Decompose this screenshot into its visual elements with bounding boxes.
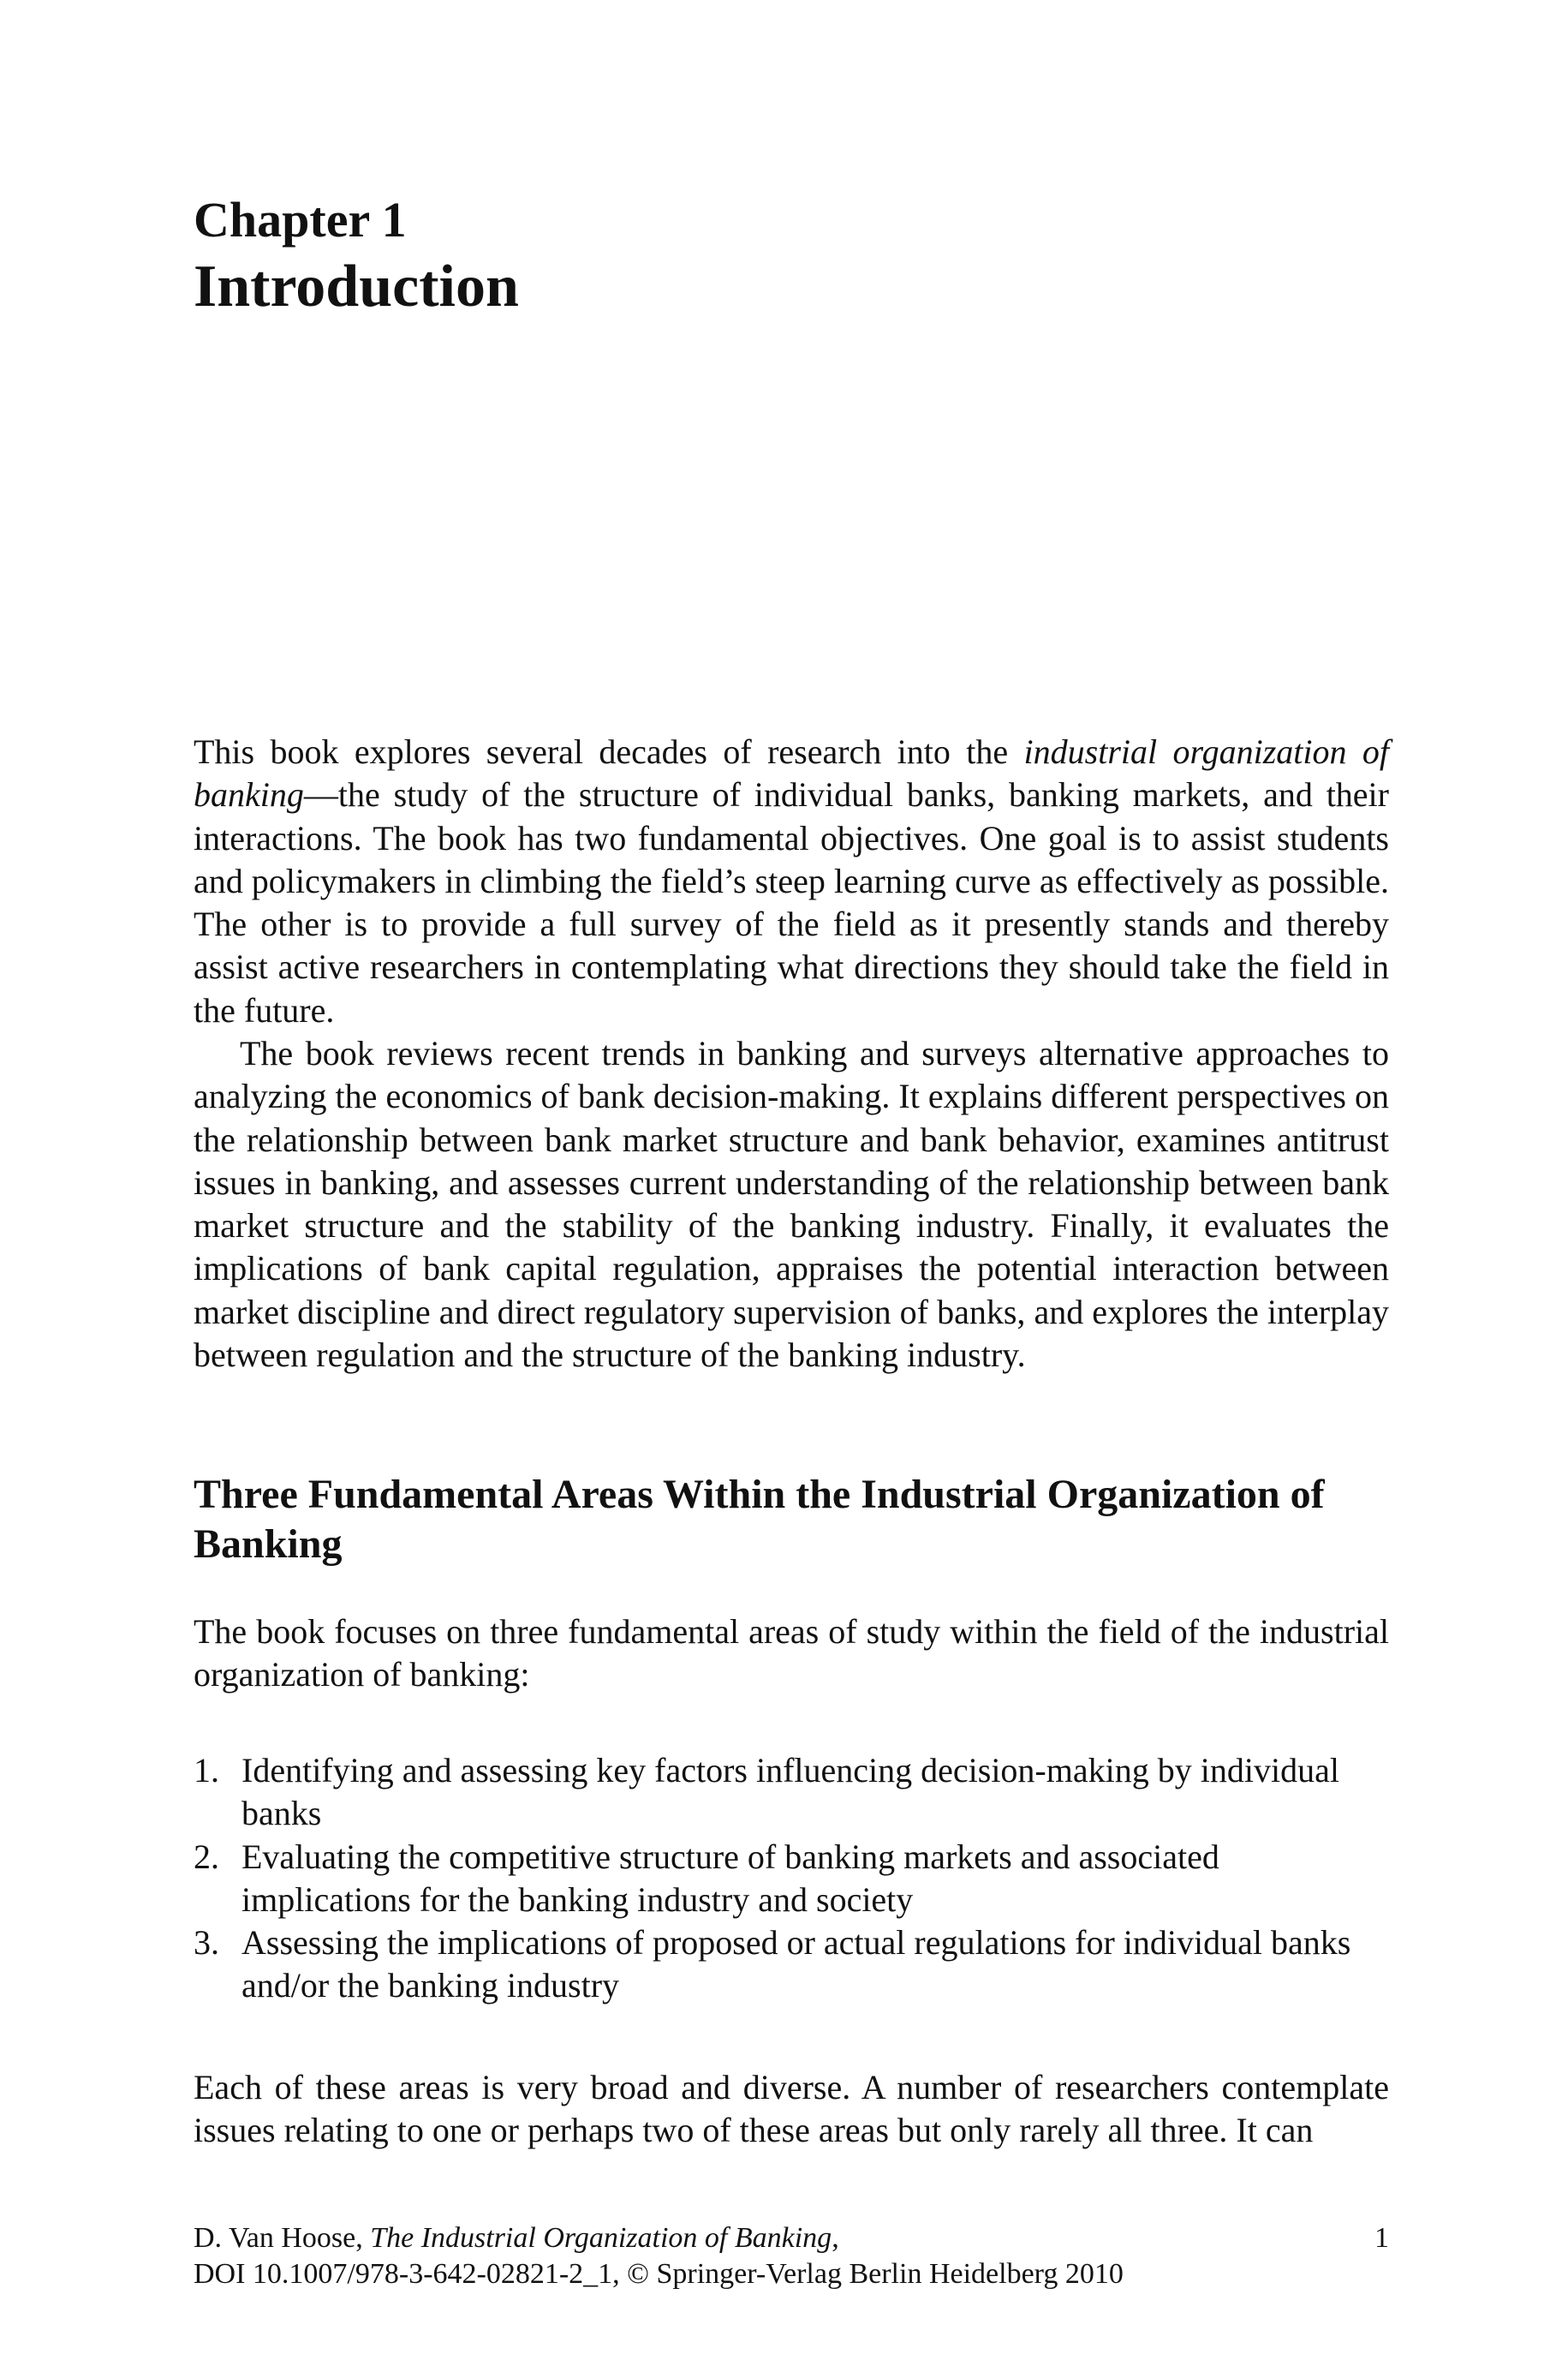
- fundamental-areas-list: [194, 1749, 1389, 2008]
- footer-doi: DOI 10.1007/978-3-642-02821-2_1, © Springer-Verlag Berlin Heidelberg 2010: [194, 2258, 1124, 2290]
- footer-author: D. Van Hoose,: [194, 2222, 371, 2254]
- closing-paragraph: Each of these areas is very broad and diverse. A number of researchers contemplate issues relating to one or perhaps two of these areas but only rarely all three. It can: [194, 2068, 1389, 2150]
- list-item-number: 3.: [194, 1923, 219, 1963]
- footer-book-title: The Industrial Organization of Banking: [370, 2222, 832, 2254]
- list-item: [194, 1921, 1389, 2008]
- section-lead-paragraph: The book focuses on three fundamental areas of study within the field of the industrial organization of banking:: [194, 1612, 1389, 1694]
- list-item: [194, 1836, 1389, 1922]
- intro-paragraph-2: The book reviews recent trends in banking and surveys alternative approaches to analyzing the economics of bank decision-making. It explains different perspectives on the relationship between bank market structure and bank behavior, examines antitrust issues in banking, and assesses current understanding of the relationship between bank market structure and the stability of the banking industry. Finally, it evaluates the implications of bank capital regulation, appraises the potential interaction between market discipline and direct regulatory supervision of banks, and explores the interplay between regulation and the structure of the banking industry.: [194, 1034, 1389, 1375]
- list-item-number: 2.: [194, 1837, 219, 1876]
- intro-paragraph-1: [194, 731, 1389, 1032]
- list-item-text: Assessing the implications of proposed or actual regulations for individual banks and/or the banking industry: [241, 1923, 1351, 2005]
- page-number: 1: [1374, 2222, 1389, 2254]
- page: [194, 0, 1389, 2378]
- list-item: [194, 1749, 1389, 1836]
- list-item-number: 1.: [194, 1751, 219, 1789]
- intro-p1-italic-term: industrial organization of banking: [194, 732, 1389, 815]
- footer-comma: ,: [832, 2222, 839, 2254]
- list-item-text: Identifying and assessing key factors influencing decision-making by individual banks: [241, 1751, 1339, 1833]
- intro-p1-text-a: This book explores several decades of research into the: [194, 732, 1024, 771]
- chapter-title: Introduction: [194, 254, 519, 320]
- chapter-label: Chapter 1: [194, 192, 407, 248]
- footer-citation: [194, 2220, 839, 2256]
- list-item-text: Evaluating the competitive structure of banking markets and associated implications for the banking industry and society: [241, 1837, 1219, 1919]
- section-heading: Three Fundamental Areas Within the Industrial Organization of Banking: [194, 1472, 1325, 1567]
- intro-p1-text-b: —the study of the structure of individual banks, banking markets, and their interactions. The book has two fundamental objectives. One goal is to assist students and policymakers in climbing the field’s steep learning curve as effectively as possible. The other is to provide a full survey of the field as it presently stands and thereby assist active researchers in contemplating what directions they should take the field in the future.: [194, 775, 1389, 1030]
